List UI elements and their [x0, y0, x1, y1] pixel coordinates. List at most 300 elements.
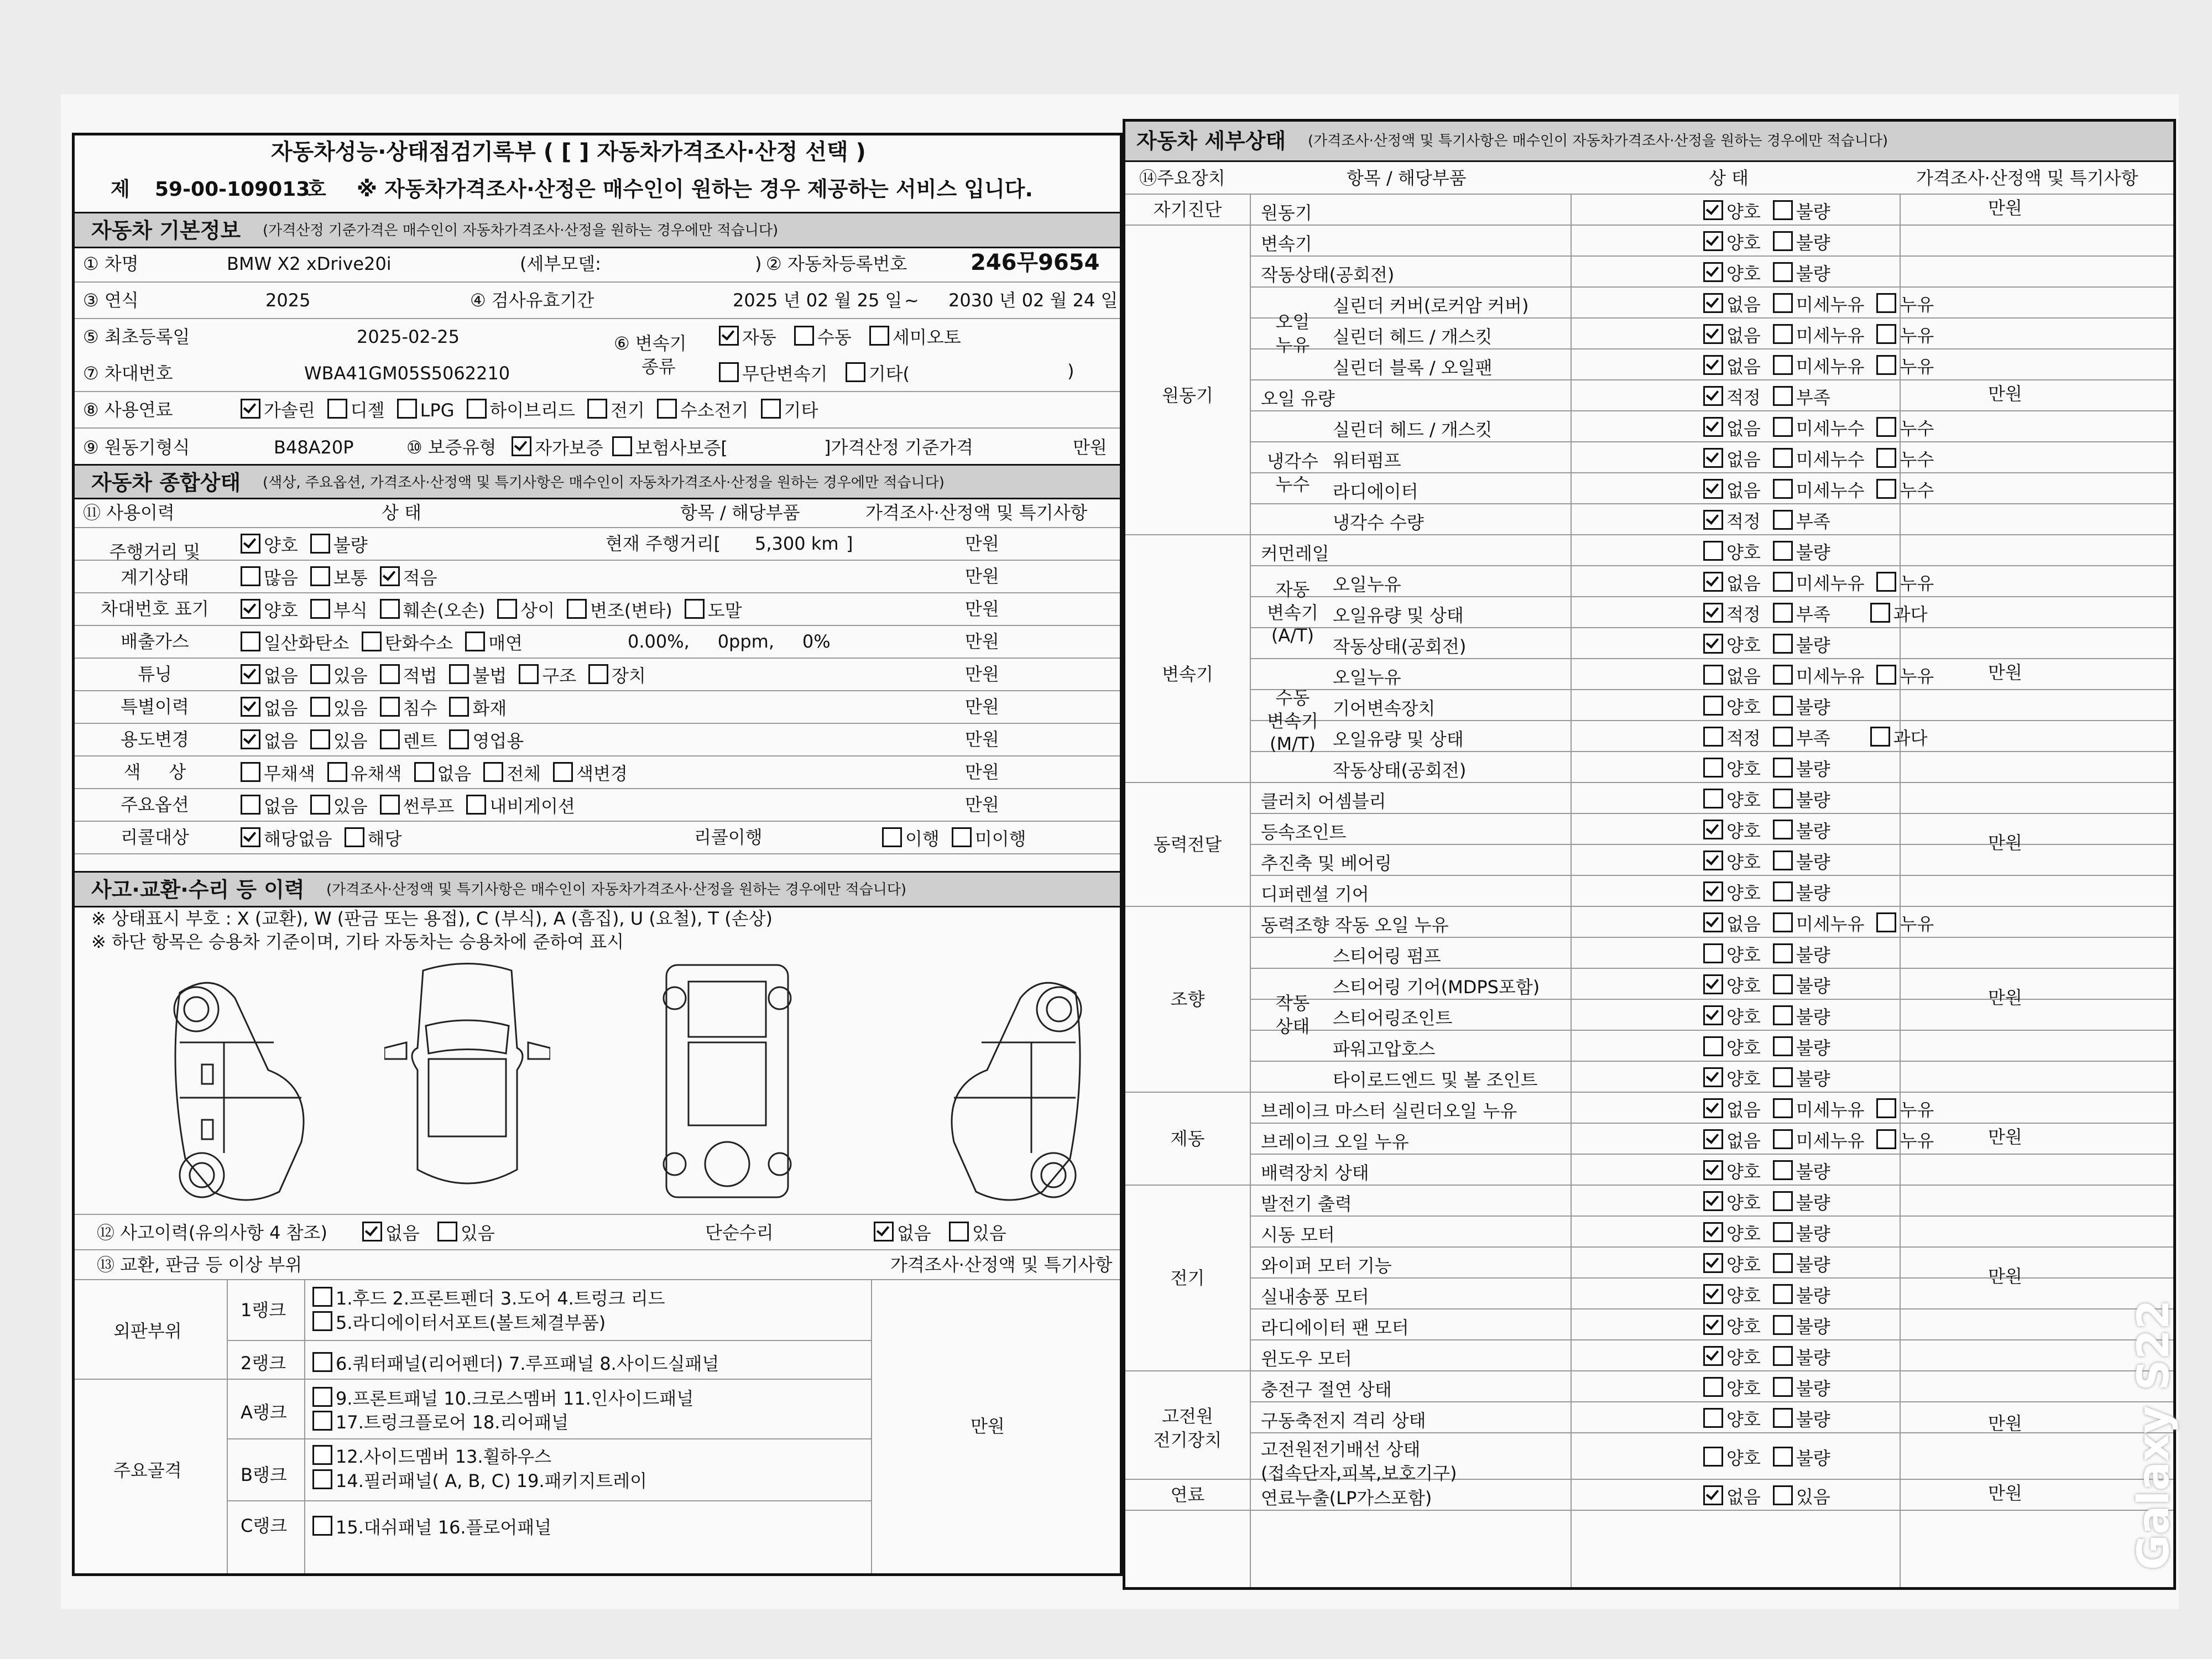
- detail-item-label: 실린더 헤드 / 개스킷: [1333, 419, 1493, 440]
- overall-1-2-label: 적음: [403, 567, 437, 588]
- detail-12-2-option: [1876, 572, 1934, 592]
- overall-2-2-checkbox[interactable]: [380, 599, 400, 619]
- overall-4-2-option: [380, 664, 437, 685]
- detail-3-0-label: 없음: [1726, 294, 1761, 315]
- overall-3-0-checkbox[interactable]: [241, 632, 260, 651]
- overall-5-3-checkbox[interactable]: [449, 697, 469, 717]
- detail-group-price: 만원: [1988, 987, 2022, 1008]
- detail-2-1-checkbox[interactable]: [1773, 262, 1793, 282]
- detail-20-1-option: [1773, 820, 1830, 840]
- detail-23-2-label: 누유: [1900, 914, 1934, 935]
- detail-6-0-checkbox[interactable]: [1703, 386, 1723, 406]
- overall-1-2-checkbox[interactable]: [380, 566, 400, 586]
- detail-14-0-checkbox[interactable]: [1703, 634, 1723, 654]
- detail-state-options: [1703, 1408, 1843, 1428]
- detail-9-0-checkbox[interactable]: [1703, 479, 1723, 499]
- overall-6-1-checkbox[interactable]: [310, 729, 330, 749]
- trans-label-2: 종류: [641, 356, 676, 377]
- detail-26-1-checkbox[interactable]: [1773, 1005, 1793, 1025]
- overall-2-0-checkbox[interactable]: [241, 599, 260, 619]
- detail-0-1-option: [1773, 200, 1830, 221]
- side-member-checkbox[interactable]: [312, 1445, 332, 1465]
- detail-40-1-checkbox[interactable]: [1773, 1447, 1793, 1467]
- overall-9-0-label: 해당없음: [264, 828, 332, 849]
- detail-28-1-checkbox[interactable]: [1773, 1067, 1793, 1087]
- overall-5-2-checkbox[interactable]: [380, 697, 400, 717]
- overall-row-price: 만원: [965, 664, 999, 685]
- overall-4-0-checkbox[interactable]: [241, 664, 260, 684]
- detail-37-0-label: 양호: [1726, 1347, 1761, 1368]
- detail-27-1-label: 불량: [1796, 1037, 1830, 1058]
- overall-2-0-label: 양호: [264, 600, 298, 621]
- quarter-panel-checkbox[interactable]: [312, 1352, 332, 1372]
- overall-9-0-option: [241, 827, 332, 848]
- overall-row-5: [75, 690, 1120, 724]
- detail-23-1-checkbox[interactable]: [1773, 912, 1793, 932]
- detail-15-2-label: 누유: [1900, 666, 1934, 687]
- detail-23-2-checkbox[interactable]: [1876, 912, 1896, 932]
- overall-1-0-label: 많음: [264, 567, 298, 588]
- overall-7-2-label: 없음: [437, 763, 472, 784]
- fuel-1-checkbox[interactable]: [327, 399, 347, 419]
- detail-26-0-checkbox[interactable]: [1703, 1005, 1723, 1025]
- detail-1-1-label: 불량: [1796, 232, 1830, 253]
- detail-24-1-label: 불량: [1796, 945, 1830, 966]
- detail-38-1-checkbox[interactable]: [1773, 1377, 1793, 1397]
- overall-row-label: 주행거리 및 계기상태: [109, 541, 201, 588]
- detail-25-0-checkbox[interactable]: [1703, 974, 1723, 994]
- detail-4-1-checkbox[interactable]: [1773, 324, 1793, 344]
- detail-2-0-label: 양호: [1726, 263, 1761, 284]
- fuel-4-checkbox[interactable]: [587, 399, 607, 419]
- trunk-floor-checkbox[interactable]: [312, 1411, 332, 1431]
- overall-5-2-option: [380, 697, 437, 717]
- detail-15-0-checkbox[interactable]: [1703, 665, 1723, 685]
- detail-23-0-checkbox[interactable]: [1703, 912, 1723, 932]
- detail-15-2-checkbox[interactable]: [1876, 665, 1896, 685]
- radiator-support-checkbox[interactable]: [312, 1311, 332, 1331]
- detail-item-label: 오일누유: [1333, 667, 1401, 688]
- detail-12-1-checkbox[interactable]: [1773, 572, 1793, 592]
- overall-7-3-option: [483, 762, 541, 782]
- overall-8-3-checkbox[interactable]: [466, 795, 486, 815]
- detail-item-label: 추진축 및 베어링: [1261, 853, 1392, 874]
- accident-yes-checkbox[interactable]: [437, 1222, 457, 1241]
- hood-checkbox[interactable]: [312, 1287, 332, 1307]
- overall-8-0-checkbox[interactable]: [241, 795, 260, 815]
- detail-0-0-checkbox[interactable]: [1703, 200, 1723, 220]
- detail-22-1-checkbox[interactable]: [1773, 881, 1793, 901]
- detail-11-1-label: 불량: [1796, 542, 1830, 563]
- detail-37-1-checkbox[interactable]: [1773, 1346, 1793, 1366]
- detail-12-2-checkbox[interactable]: [1876, 572, 1896, 592]
- detail-41-0-checkbox[interactable]: [1703, 1485, 1723, 1505]
- detail-39-1-checkbox[interactable]: [1773, 1408, 1793, 1428]
- overall-6-2-checkbox[interactable]: [380, 729, 400, 749]
- form-title: 자동차성능·상태점검기록부 ( [ ] 자동차가격조사·산정 선택 ): [271, 139, 866, 165]
- accident-title: 사고·교환·수리 등 이력: [91, 878, 305, 902]
- detail-10-0-checkbox[interactable]: [1703, 510, 1723, 530]
- trans-semi-checkbox[interactable]: [869, 326, 889, 346]
- detail-15-1-checkbox[interactable]: [1773, 665, 1793, 685]
- detail-24-0-label: 양호: [1726, 945, 1761, 966]
- detail-33-1-checkbox[interactable]: [1773, 1222, 1793, 1242]
- detail-20-1-checkbox[interactable]: [1773, 820, 1793, 839]
- fuel-3-checkbox[interactable]: [467, 399, 487, 419]
- detail-33-0-checkbox[interactable]: [1703, 1222, 1723, 1242]
- accident-header: [75, 871, 1120, 907]
- year-label: ③ 연식: [83, 290, 139, 311]
- overall-row-options: [241, 697, 519, 717]
- overall-1-0-checkbox[interactable]: [241, 566, 260, 586]
- detail-row-6: [1250, 379, 2173, 411]
- recall-options: [882, 827, 1039, 848]
- overall-2-4-checkbox[interactable]: [567, 599, 587, 619]
- base-price-label: ]가격산정 기준가격: [824, 437, 973, 458]
- detail-16-0-checkbox[interactable]: [1703, 696, 1723, 716]
- detail-row-9: [1250, 472, 2173, 504]
- overall-4-1-label: 있음: [333, 665, 368, 686]
- detail-group-4: [1125, 906, 1250, 1093]
- detail-35-0-option: [1703, 1284, 1761, 1305]
- detail-30-0-checkbox[interactable]: [1703, 1129, 1723, 1149]
- detail-item-label: 작동상태(공회전): [1333, 636, 1467, 657]
- detail-26-1-label: 불량: [1796, 1006, 1830, 1027]
- detail-18-1-checkbox[interactable]: [1773, 758, 1793, 778]
- detail-1-0-checkbox[interactable]: [1703, 231, 1723, 251]
- detail-10-1-checkbox[interactable]: [1773, 510, 1793, 530]
- detail-36-1-option: [1773, 1315, 1830, 1335]
- detail-15-1-label: 미세누유: [1796, 666, 1865, 687]
- detail-row-33: [1250, 1215, 2173, 1248]
- detail-item-label: 디퍼렌셜 기어: [1261, 884, 1369, 905]
- fuel-5-checkbox[interactable]: [657, 399, 677, 419]
- detail-18-0-checkbox[interactable]: [1703, 758, 1723, 778]
- detail-row-30: [1250, 1123, 2173, 1155]
- trans-manual-checkbox[interactable]: [794, 326, 814, 346]
- detail-item-label: 스티어링 펌프: [1333, 946, 1441, 967]
- simple-none-checkbox[interactable]: [874, 1222, 894, 1241]
- detail-3-2-checkbox[interactable]: [1876, 293, 1896, 313]
- overall-7-4-label: 색변경: [576, 763, 628, 784]
- overall-row-price: 만원: [965, 729, 999, 750]
- detail-2-0-checkbox[interactable]: [1703, 262, 1723, 282]
- detail-15-0-label: 없음: [1726, 666, 1761, 687]
- detail-17-0-checkbox[interactable]: [1703, 727, 1723, 747]
- detail-26-1-option: [1773, 1005, 1830, 1026]
- detail-14-1-checkbox[interactable]: [1773, 634, 1793, 654]
- detail-13-0-checkbox[interactable]: [1703, 603, 1723, 623]
- detail-13-0-option: [1703, 603, 1761, 623]
- overall-6-1-label: 있음: [333, 731, 368, 752]
- detail-9-2-checkbox[interactable]: [1876, 479, 1896, 499]
- overall-7-0-checkbox[interactable]: [241, 762, 260, 782]
- overall-7-3-checkbox[interactable]: [483, 762, 503, 782]
- detail-9-2-label: 누수: [1900, 480, 1934, 501]
- detail-41-1-checkbox[interactable]: [1773, 1485, 1793, 1505]
- overall-1-1-checkbox[interactable]: [310, 566, 330, 586]
- detail-1-1-checkbox[interactable]: [1773, 231, 1793, 251]
- detail-group-price: 만원: [1988, 1483, 2022, 1504]
- detail-5-0-checkbox[interactable]: [1703, 355, 1723, 375]
- overall-8-1-checkbox[interactable]: [310, 795, 330, 815]
- detail-22-0-checkbox[interactable]: [1703, 881, 1723, 901]
- overall-7-2-checkbox[interactable]: [414, 762, 434, 782]
- detail-18-0-option: [1703, 758, 1761, 778]
- overall-7-4-checkbox[interactable]: [553, 762, 573, 782]
- overall-0-0-checkbox[interactable]: [241, 534, 260, 554]
- detail-9-1-checkbox[interactable]: [1773, 479, 1793, 499]
- simple-yes-checkbox[interactable]: [949, 1222, 969, 1241]
- left-form: [72, 133, 1123, 1576]
- overall-4-2-checkbox[interactable]: [380, 664, 400, 684]
- overall-2-2-label: 훼손(오손): [403, 600, 486, 621]
- fuel-4-option: [587, 399, 645, 419]
- overall-1-1-label: 보통: [333, 567, 368, 588]
- detail-32-0-checkbox[interactable]: [1703, 1191, 1723, 1211]
- trans-cvt-checkbox[interactable]: [719, 362, 739, 382]
- detail-31-0-checkbox[interactable]: [1703, 1160, 1723, 1180]
- fuel-6-checkbox[interactable]: [761, 399, 781, 419]
- front-panel-checkbox[interactable]: [312, 1387, 332, 1407]
- overall-5-0-checkbox[interactable]: [241, 697, 260, 717]
- overall-5-1-option: [310, 697, 368, 717]
- detail-7-1-checkbox[interactable]: [1773, 417, 1793, 437]
- detail-6-0-label: 적정: [1726, 387, 1761, 408]
- detail-34-1-checkbox[interactable]: [1773, 1253, 1793, 1273]
- dash-panel-checkbox[interactable]: [312, 1516, 332, 1536]
- reg-no-label: ② 자동차등록번호: [766, 253, 907, 274]
- detail-37-0-checkbox[interactable]: [1703, 1346, 1723, 1366]
- pillar-panel-checkbox[interactable]: [312, 1469, 332, 1489]
- detail-23-0-label: 없음: [1726, 914, 1761, 935]
- detail-state-options: [1703, 696, 1843, 716]
- overall-4-5-label: 장치: [612, 665, 646, 686]
- detail-3-1-label: 미세누유: [1796, 294, 1865, 315]
- overall-1-2-option: [380, 566, 437, 587]
- overall-8-2-option: [380, 795, 455, 815]
- detail-34-0-checkbox[interactable]: [1703, 1253, 1723, 1273]
- overall-col-3: 가격조사·산정액 및 특기사항: [865, 502, 1088, 523]
- detail-3-0-checkbox[interactable]: [1703, 293, 1723, 313]
- overall-4-5-checkbox[interactable]: [588, 664, 608, 684]
- overall-6-2-option: [380, 729, 437, 750]
- detail-36-0-checkbox[interactable]: [1703, 1315, 1723, 1335]
- detail-19-0-checkbox[interactable]: [1703, 789, 1723, 808]
- detail-28-0-checkbox[interactable]: [1703, 1067, 1723, 1087]
- trans-other-checkbox[interactable]: [846, 362, 865, 382]
- overall-row-label: 용도변경: [121, 729, 189, 750]
- detail-8-1-option: [1773, 448, 1865, 468]
- recall-1-option: [952, 827, 1026, 848]
- overall-6-0-checkbox[interactable]: [241, 729, 260, 749]
- detail-11-1-checkbox[interactable]: [1773, 541, 1793, 561]
- detail-25-0-option: [1703, 974, 1761, 995]
- detail-state-options: [1703, 1129, 1946, 1150]
- detail-7-2-checkbox[interactable]: [1876, 417, 1896, 437]
- overall-3-1-checkbox[interactable]: [362, 632, 382, 651]
- detail-32-1-checkbox[interactable]: [1773, 1191, 1793, 1211]
- detail-item-label: 브레이크 오일 누유: [1261, 1131, 1409, 1152]
- row-year: [75, 281, 1120, 319]
- accident-none-checkbox[interactable]: [362, 1222, 382, 1241]
- detail-35-1-checkbox[interactable]: [1773, 1284, 1793, 1304]
- detail-6-1-checkbox[interactable]: [1773, 386, 1793, 406]
- overall-row-7: [75, 755, 1120, 789]
- detail-32-0-label: 양호: [1726, 1192, 1761, 1213]
- warranty-self-checkbox[interactable]: [512, 436, 531, 456]
- frame-label: 주요골격: [113, 1460, 182, 1481]
- detail-16-1-checkbox[interactable]: [1773, 696, 1793, 716]
- overall-4-1-checkbox[interactable]: [310, 664, 330, 684]
- detail-25-1-checkbox[interactable]: [1773, 974, 1793, 994]
- fuel-0-checkbox[interactable]: [241, 399, 260, 419]
- detail-11-0-checkbox[interactable]: [1703, 541, 1723, 561]
- overall-col-header: [75, 496, 1120, 528]
- detail-29-1-checkbox[interactable]: [1773, 1098, 1793, 1118]
- detail-35-0-checkbox[interactable]: [1703, 1284, 1723, 1304]
- detail-38-0-checkbox[interactable]: [1703, 1377, 1723, 1397]
- overall-7-1-checkbox[interactable]: [327, 762, 347, 782]
- overall-5-1-checkbox[interactable]: [310, 697, 330, 717]
- detail-30-2-checkbox[interactable]: [1876, 1129, 1896, 1149]
- detail-row-11: [1250, 534, 2173, 566]
- overall-row-price: 만원: [965, 761, 999, 782]
- detail-item-label: 충전구 절연 상태: [1261, 1379, 1392, 1400]
- detail-21-0-checkbox[interactable]: [1703, 851, 1723, 870]
- detail-24-0-checkbox[interactable]: [1703, 943, 1723, 963]
- detail-12-0-checkbox[interactable]: [1703, 572, 1723, 592]
- overall-row-options: [241, 664, 658, 685]
- detail-state-options: [1703, 1315, 1843, 1335]
- detail-13-2-option: [1870, 603, 1928, 623]
- detail-33-1-option: [1773, 1222, 1830, 1243]
- detail-33-1-label: 불량: [1796, 1223, 1830, 1244]
- fuel-0-option: [241, 399, 315, 419]
- detail-7-2-label: 누수: [1900, 418, 1934, 439]
- detail-39-1-option: [1773, 1408, 1830, 1428]
- fuel-2-checkbox[interactable]: [397, 399, 417, 419]
- overall-row-3: [75, 625, 1120, 659]
- detail-31-1-checkbox[interactable]: [1773, 1160, 1793, 1180]
- detail-37-1-label: 불량: [1796, 1347, 1830, 1368]
- overall-6-0-label: 없음: [264, 731, 298, 752]
- detail-13-1-checkbox[interactable]: [1773, 603, 1793, 623]
- detail-8-2-checkbox[interactable]: [1876, 448, 1896, 468]
- detail-3-1-checkbox[interactable]: [1773, 293, 1793, 313]
- detail-4-0-checkbox[interactable]: [1703, 324, 1723, 344]
- overall-3-2-checkbox[interactable]: [465, 632, 485, 651]
- overall-6-3-checkbox[interactable]: [449, 729, 469, 749]
- detail-5-2-checkbox[interactable]: [1876, 355, 1896, 375]
- detail-17-1-checkbox[interactable]: [1773, 727, 1793, 747]
- detail-row-18: [1250, 751, 2173, 783]
- overall-4-4-checkbox[interactable]: [519, 664, 539, 684]
- recall-0-checkbox[interactable]: [882, 827, 902, 847]
- overall-8-1-label: 있음: [333, 796, 368, 817]
- overall-4-5-option: [588, 664, 646, 685]
- overall-9-0-checkbox[interactable]: [241, 827, 260, 847]
- detail-8-0-option: [1703, 448, 1761, 468]
- detail-30-1-checkbox[interactable]: [1773, 1129, 1793, 1149]
- detail-0-1-checkbox[interactable]: [1773, 200, 1793, 220]
- detail-20-0-checkbox[interactable]: [1703, 820, 1723, 839]
- detail-group-price: 만원: [1988, 1266, 2022, 1287]
- detail-5-1-checkbox[interactable]: [1773, 355, 1793, 375]
- recall-1-checkbox[interactable]: [952, 827, 972, 847]
- warranty-ins-checkbox[interactable]: [612, 436, 632, 456]
- detail-39-0-checkbox[interactable]: [1703, 1408, 1723, 1428]
- detail-row-21: [1250, 844, 2173, 876]
- detail-group-label: 동력전달: [1153, 834, 1222, 855]
- overall-0-1-checkbox[interactable]: [310, 534, 330, 554]
- detail-29-2-checkbox[interactable]: [1876, 1098, 1896, 1118]
- overall-0-1-option: [310, 534, 368, 554]
- detail-8-0-checkbox[interactable]: [1703, 448, 1723, 468]
- detail-17-2-checkbox[interactable]: [1870, 727, 1890, 747]
- detail-27-0-checkbox[interactable]: [1703, 1036, 1723, 1056]
- detail-item-label: 커먼레일: [1261, 543, 1329, 564]
- detail-0-0-option: [1703, 200, 1761, 221]
- detail-40-0-checkbox[interactable]: [1703, 1447, 1723, 1467]
- detail-9-0-option: [1703, 479, 1761, 499]
- detail-6-1-option: [1773, 386, 1830, 406]
- detail-36-1-checkbox[interactable]: [1773, 1315, 1793, 1335]
- detail-24-1-checkbox[interactable]: [1773, 943, 1793, 963]
- overall-6-1-option: [310, 729, 368, 750]
- fuel-3-label: 하이브리드: [489, 400, 576, 421]
- overall-6-3-option: [449, 729, 524, 750]
- warranty-options: 자가보증 보험사보증[: [512, 436, 740, 457]
- detail-10-1-option: [1773, 510, 1830, 530]
- detail-29-0-checkbox[interactable]: [1703, 1098, 1723, 1118]
- detail-37-0-option: [1703, 1346, 1761, 1366]
- trans-options-2: 무단변속기 기타(: [719, 362, 922, 383]
- overall-9-1-checkbox[interactable]: [345, 827, 364, 847]
- detail-21-1-option: [1773, 851, 1830, 871]
- detail-4-0-option: [1703, 324, 1761, 345]
- detail-row-35: [1250, 1277, 2173, 1310]
- detail-13-2-checkbox[interactable]: [1870, 603, 1890, 623]
- detail-27-1-checkbox[interactable]: [1773, 1036, 1793, 1056]
- detail-19-1-checkbox[interactable]: [1773, 789, 1793, 808]
- overall-2-1-checkbox[interactable]: [310, 599, 330, 619]
- recall-0-label: 이행: [905, 828, 940, 849]
- detail-row-13: [1250, 596, 2173, 628]
- overall-2-3-checkbox[interactable]: [497, 599, 517, 619]
- detail-21-1-checkbox[interactable]: [1773, 851, 1793, 870]
- col-main-label: ⑭주요장치: [1139, 168, 1225, 189]
- detail-4-2-checkbox[interactable]: [1876, 324, 1896, 344]
- detail-7-0-checkbox[interactable]: [1703, 417, 1723, 437]
- detail-group-label: 제동: [1170, 1128, 1205, 1149]
- detail-item-label: 작동상태(공회전): [1261, 264, 1395, 285]
- detail-8-1-checkbox[interactable]: [1773, 448, 1793, 468]
- overall-8-2-checkbox[interactable]: [380, 795, 400, 815]
- trans-auto-checkbox[interactable]: [719, 326, 739, 346]
- detail-25-1-option: [1773, 974, 1830, 995]
- recall-done-label: 리콜이행: [694, 827, 763, 848]
- detail-state-options: [1703, 1036, 1843, 1057]
- engine-value: B48A20P: [274, 437, 354, 458]
- overall-row-4: [75, 658, 1120, 691]
- overall-4-3-checkbox[interactable]: [449, 664, 469, 684]
- detail-38-0-label: 양호: [1726, 1378, 1761, 1399]
- overall-row-label: 튜닝: [138, 664, 172, 685]
- overall-title: 자동차 종합상태: [91, 471, 241, 495]
- detail-18-1-label: 불량: [1796, 759, 1830, 780]
- overall-2-5-checkbox[interactable]: [685, 599, 705, 619]
